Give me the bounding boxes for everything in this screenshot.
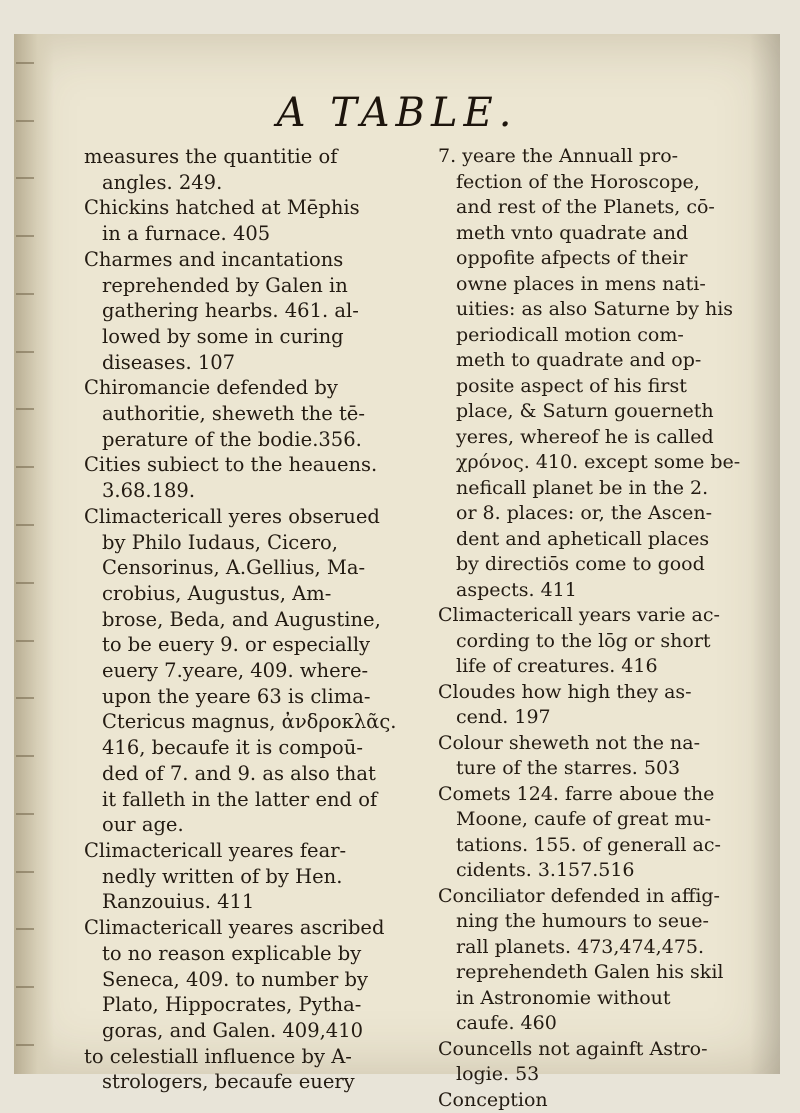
index-entry	[438, 1088, 774, 1113]
index-line: Ranzouius. 411	[84, 889, 420, 915]
index-line: cidents. 3.157.516	[438, 858, 774, 884]
index-line: in Astronomie without	[438, 986, 774, 1012]
index-line: owne places in mens nati-	[438, 272, 774, 298]
index-entry	[84, 915, 420, 1044]
index-line: perature of the bodie.356.	[84, 427, 420, 453]
index-line: Comets 124. farre aboue the	[438, 782, 774, 808]
index-line: to no reason explicable by	[84, 941, 420, 967]
index-line: uities: as also Saturne by his	[438, 297, 774, 323]
index-line: neficall planet be in the 2.	[438, 476, 774, 502]
index-line: Seneca, 409. to number by	[84, 967, 420, 993]
index-line: cording to the lōg or short	[438, 629, 774, 655]
index-line: life of creatures. 416	[438, 654, 774, 680]
index-line: 7. yeare the Annuall pro-	[438, 144, 774, 170]
index-entry	[84, 144, 420, 195]
index-line: logie. 53	[438, 1062, 774, 1088]
index-line: to celestiall influence by A-	[84, 1044, 420, 1070]
index-line: posite aspect of his first	[438, 374, 774, 400]
index-entry	[84, 838, 420, 915]
index-line: diseases. 107	[84, 350, 420, 376]
index-line: caufe. 460	[438, 1011, 774, 1037]
index-line: tations. 155. of generall ac-	[438, 833, 774, 859]
index-line: angles. 249.	[84, 170, 420, 196]
index-line: nedly written of by Hen.	[84, 864, 420, 890]
index-line: Conciliator defended in affig-	[438, 884, 774, 910]
index-line: Ctericus magnus, ἀνδροκλᾶς.	[84, 709, 420, 735]
index-line: Councells not againft Astro-	[438, 1037, 774, 1063]
index-line: goras, and Galen. 409,410	[84, 1018, 420, 1044]
index-entry	[438, 782, 774, 884]
index-line: by directiōs come to good	[438, 552, 774, 578]
index-line: rall planets. 473,474,475.	[438, 935, 774, 961]
index-line: in a furnace. 405	[84, 221, 420, 247]
book-page	[14, 34, 780, 1074]
index-entry	[84, 247, 420, 376]
index-line: authoritie, sheweth the tē-	[84, 401, 420, 427]
index-line: reprehendeth Galen his skil	[438, 960, 774, 986]
index-line: brose, Beda, and Augustine,	[84, 607, 420, 633]
index-line: Conception	[438, 1088, 774, 1113]
index-line: aspects. 411	[438, 578, 774, 604]
index-line: Chiromancie defended by	[84, 375, 420, 401]
index-line: χρόνος. 410. except some be-	[438, 450, 774, 476]
index-line: and rest of the Planets, cō-	[438, 195, 774, 221]
index-columns	[84, 144, 774, 1024]
index-entry	[84, 452, 420, 503]
index-entry	[438, 603, 774, 680]
index-line: ture of the starres. 503	[438, 756, 774, 782]
index-line: 3.68.189.	[84, 478, 420, 504]
index-entry	[438, 680, 774, 731]
index-entry	[438, 884, 774, 1037]
index-line: crobius, Augustus, Am-	[84, 581, 420, 607]
index-line: oppofite afpects of their	[438, 246, 774, 272]
index-line: Climactericall yeres obserued	[84, 504, 420, 530]
index-line: by Philo Iudaus, Cicero,	[84, 530, 420, 556]
index-entry	[84, 375, 420, 452]
index-line: reprehended by Galen in	[84, 273, 420, 299]
index-line: cend. 197	[438, 705, 774, 731]
index-line: meth to quadrate and op-	[438, 348, 774, 374]
index-line: dent and apheticall places	[438, 527, 774, 553]
index-line: Chickins hatched at Mēphis	[84, 195, 420, 221]
index-line: or 8. places: or, the Ascen-	[438, 501, 774, 527]
index-line: Climactericall yeares ascribed	[84, 915, 420, 941]
index-line: ning the humours to seue-	[438, 909, 774, 935]
running-head: A TABLE.	[14, 90, 780, 136]
index-line: Censorinus, A.Gellius, Ma-	[84, 555, 420, 581]
index-line: Plato, Hippocrates, Pytha-	[84, 992, 420, 1018]
index-line: Charmes and incantations	[84, 247, 420, 273]
index-entry	[84, 195, 420, 246]
index-line: fection of the Horoscope,	[438, 170, 774, 196]
index-line: euery 7.yeare, 409. where-	[84, 658, 420, 684]
right-column	[438, 144, 774, 1024]
index-line: measures the quantitie of	[84, 144, 420, 170]
index-line: Moone, caufe of great mu-	[438, 807, 774, 833]
index-line: Cloudes how high they as-	[438, 680, 774, 706]
index-line: place, & Saturn gouerneth	[438, 399, 774, 425]
index-line: Colour sheweth not the na-	[438, 731, 774, 757]
index-line: meth vnto quadrate and	[438, 221, 774, 247]
index-line: upon the yeare 63 is clima-	[84, 684, 420, 710]
index-line: it falleth in the latter end of	[84, 787, 420, 813]
index-entry	[84, 504, 420, 838]
index-line: Climactericall years varie ac-	[438, 603, 774, 629]
index-line: Climactericall yeares fear-	[84, 838, 420, 864]
page-binding	[14, 34, 54, 1074]
index-line: our age.	[84, 812, 420, 838]
index-line: yeres, whereof he is called	[438, 425, 774, 451]
index-entry	[438, 144, 774, 603]
binding-stitches	[16, 34, 34, 1074]
index-line: strologers, becaufe euery	[84, 1069, 420, 1095]
index-line: gathering hearbs. 461. al-	[84, 298, 420, 324]
index-line: periodicall motion com-	[438, 323, 774, 349]
index-entry	[84, 1044, 420, 1095]
index-line: lowed by some in curing	[84, 324, 420, 350]
index-line: Cities subiect to the heauens.	[84, 452, 420, 478]
index-entry	[438, 731, 774, 782]
index-line: 416, becaufe it is compoū-	[84, 735, 420, 761]
index-line: ded of 7. and 9. as also that	[84, 761, 420, 787]
index-line: to be euery 9. or especially	[84, 632, 420, 658]
index-entry	[438, 1037, 774, 1088]
left-column	[84, 144, 420, 1024]
